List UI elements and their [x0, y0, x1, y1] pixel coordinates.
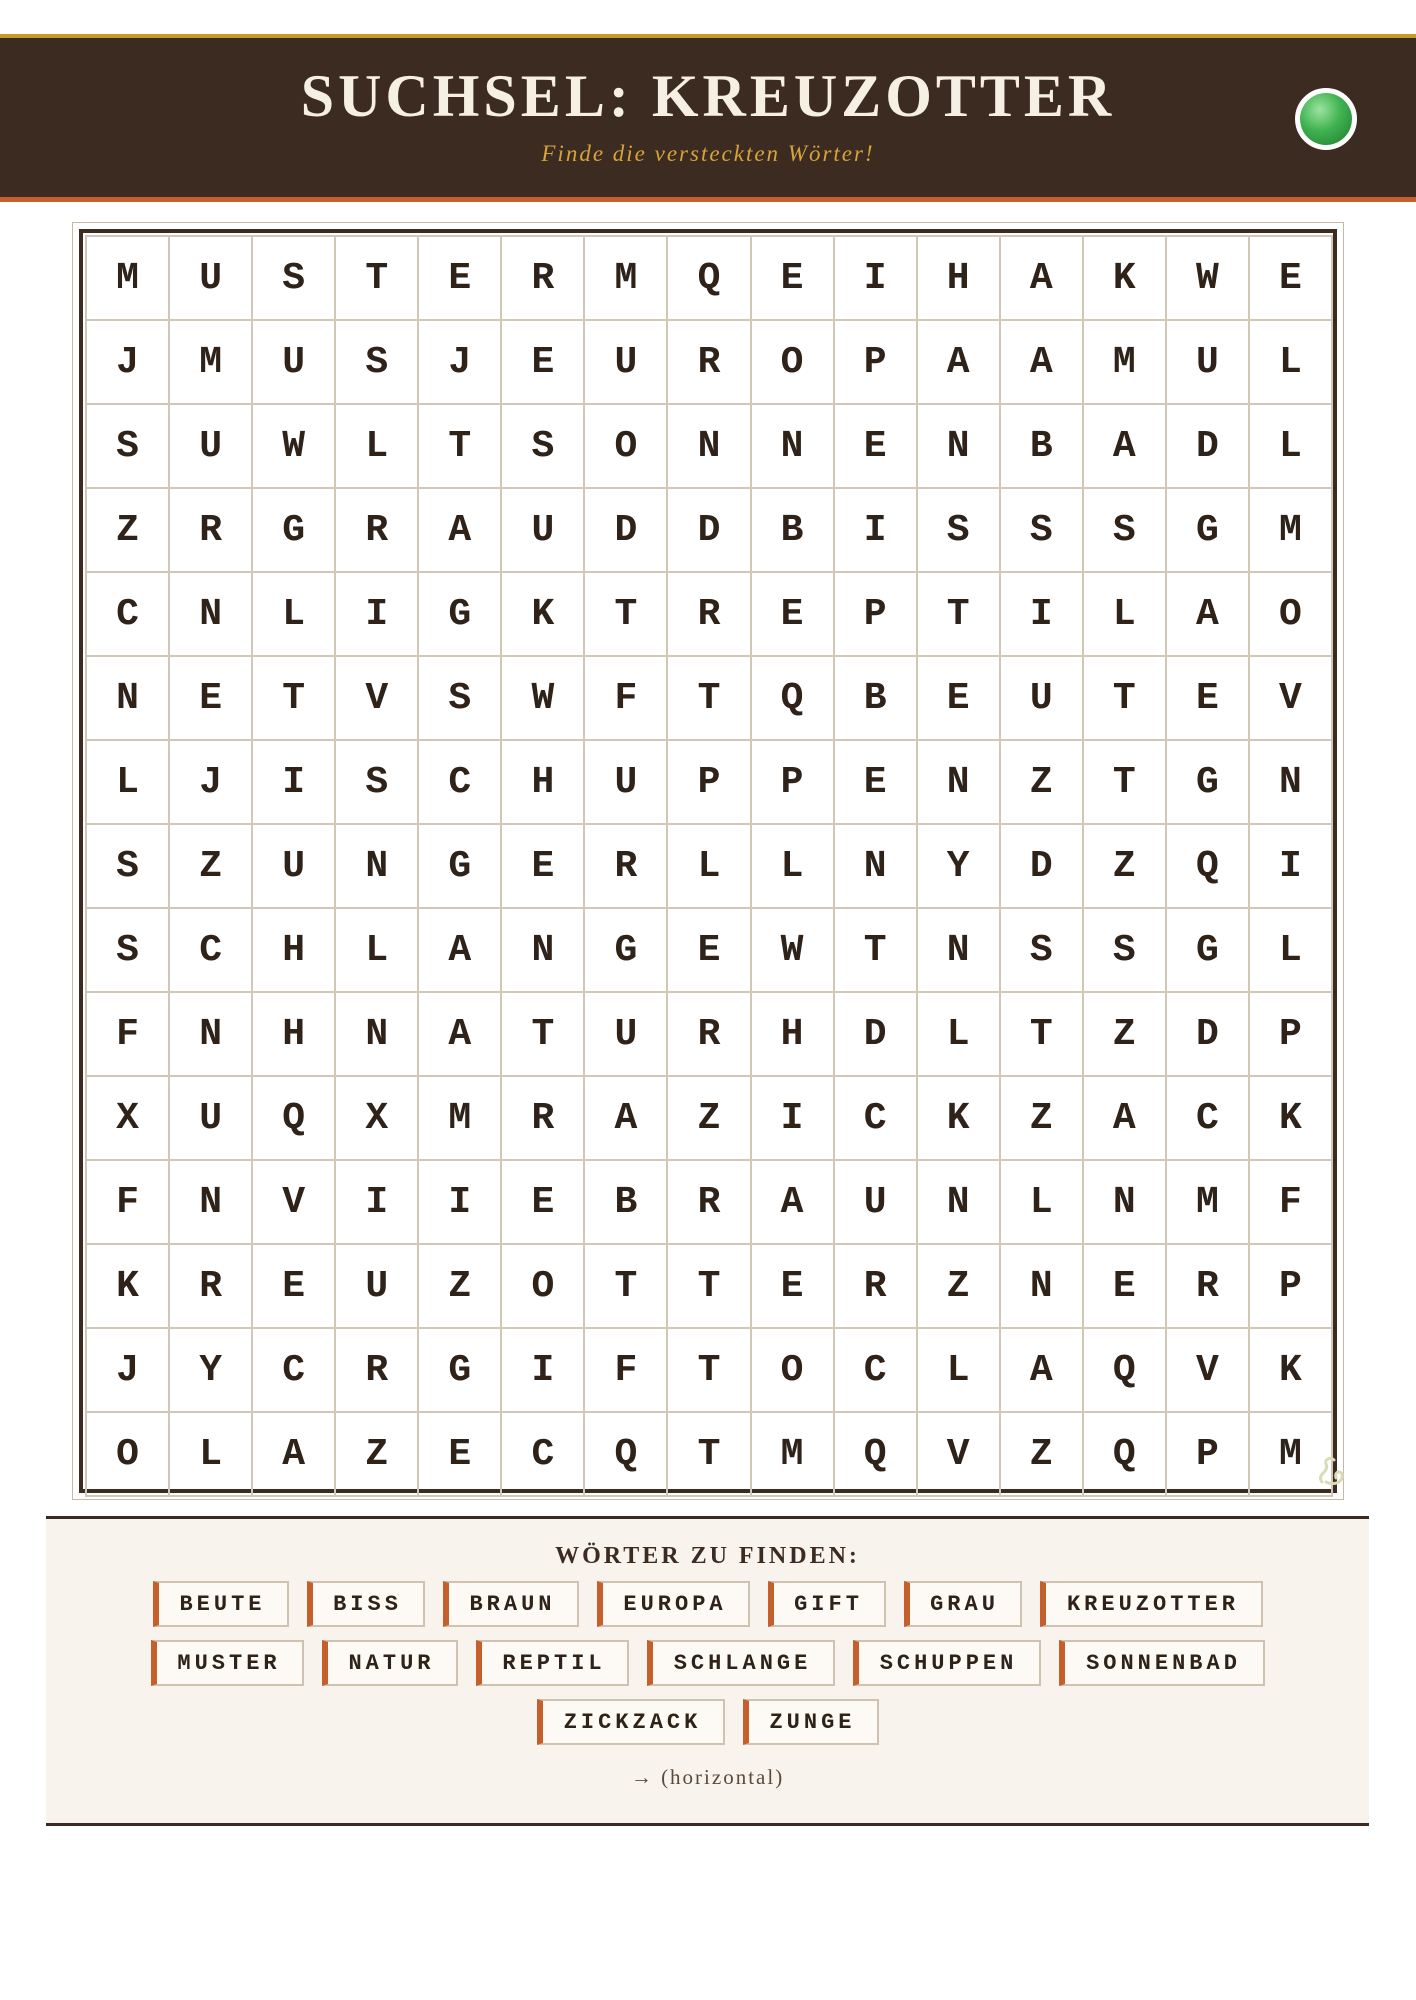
grid-cell[interactable]: N — [917, 404, 1000, 488]
grid-cell[interactable]: P — [1249, 992, 1332, 1076]
grid-cell[interactable]: W — [501, 656, 584, 740]
grid-cell[interactable]: M — [1249, 488, 1332, 572]
grid-cell[interactable]: A — [252, 1412, 335, 1496]
word-chip: SONNENBAD — [1059, 1640, 1265, 1686]
grid-cell[interactable]: E — [751, 236, 834, 320]
grid-row — [86, 488, 1332, 572]
grid-cell[interactable]: L — [917, 992, 1000, 1076]
grid-cell[interactable]: K — [501, 572, 584, 656]
word-chip: GRAU — [904, 1581, 1022, 1627]
grid-cell[interactable]: U — [252, 320, 335, 404]
grid-cell[interactable]: T — [335, 236, 418, 320]
grid-cell[interactable]: W — [1166, 236, 1249, 320]
word-chip: SCHUPPEN — [853, 1640, 1041, 1686]
word-row-3 — [46, 1699, 1369, 1745]
grid-cell[interactable]: T — [584, 572, 667, 656]
grid-cell[interactable]: E — [751, 1244, 834, 1328]
grid-cell[interactable]: R — [335, 1328, 418, 1412]
grid-cell[interactable]: Q — [584, 1412, 667, 1496]
grid-cell[interactable]: L — [252, 572, 335, 656]
grid-cell[interactable]: T — [1000, 992, 1083, 1076]
grid-row — [86, 1412, 1332, 1496]
grid-cell[interactable]: E — [169, 656, 252, 740]
grid-cell[interactable]: U — [834, 1160, 917, 1244]
page-title: SUCHSEL: KREUZOTTER — [300, 63, 1116, 129]
grid-cell[interactable]: L — [86, 740, 169, 824]
grid-cell[interactable]: A — [584, 1076, 667, 1160]
grid-cell[interactable]: E — [252, 1244, 335, 1328]
grid-cell[interactable]: A — [418, 488, 501, 572]
grid-cell[interactable]: L — [667, 824, 750, 908]
grid-cell[interactable]: U — [501, 488, 584, 572]
grid-cell[interactable]: N — [86, 656, 169, 740]
grid-cell[interactable]: A — [1083, 1076, 1166, 1160]
grid-cell[interactable]: S — [1000, 488, 1083, 572]
grid-cell[interactable]: N — [1000, 1244, 1083, 1328]
grid-cell[interactable]: V — [917, 1412, 1000, 1496]
grid-cell[interactable]: G — [1166, 908, 1249, 992]
grid-cell[interactable]: U — [584, 992, 667, 1076]
grid-cell[interactable]: O — [1249, 572, 1332, 656]
grid-cell[interactable]: E — [418, 1412, 501, 1496]
grid-cell[interactable]: N — [834, 824, 917, 908]
grid-cell[interactable]: T — [667, 1412, 750, 1496]
grid-cell[interactable]: A — [1083, 404, 1166, 488]
grid-cell[interactable]: A — [751, 1160, 834, 1244]
grid-cell[interactable]: F — [86, 1160, 169, 1244]
grid-cell[interactable]: M — [751, 1412, 834, 1496]
grid-cell[interactable]: R — [667, 572, 750, 656]
grid-cell[interactable]: G — [1166, 740, 1249, 824]
word-chip: SCHLANGE — [647, 1640, 835, 1686]
grid-cell[interactable]: K — [86, 1244, 169, 1328]
grid-cell[interactable]: A — [1000, 236, 1083, 320]
grid-cell[interactable]: R — [667, 1160, 750, 1244]
word-chip: MUSTER — [151, 1640, 304, 1686]
grid-cell[interactable]: A — [418, 992, 501, 1076]
grid-cell[interactable]: K — [1249, 1328, 1332, 1412]
grid-cell[interactable]: G — [418, 572, 501, 656]
grid-row — [86, 404, 1332, 488]
grid-cell[interactable]: C — [169, 908, 252, 992]
grid-cell[interactable]: Q — [751, 656, 834, 740]
grid-row — [86, 1328, 1332, 1412]
grid-cell[interactable]: R — [169, 488, 252, 572]
grid-row — [86, 1244, 1332, 1328]
grid-cell[interactable]: S — [917, 488, 1000, 572]
grid-cell[interactable]: A — [1000, 1328, 1083, 1412]
grid-cell[interactable]: T — [1083, 656, 1166, 740]
grid-cell[interactable]: N — [169, 572, 252, 656]
grid-cell[interactable]: J — [169, 740, 252, 824]
grid-cell[interactable]: M — [1083, 320, 1166, 404]
word-chip: BISS — [307, 1581, 425, 1627]
grid-cell[interactable]: I — [335, 1160, 418, 1244]
grid-cell[interactable]: C — [252, 1328, 335, 1412]
grid-row — [86, 236, 1332, 320]
grid-cell[interactable]: J — [86, 1328, 169, 1412]
grid-row — [86, 740, 1332, 824]
grid-cell[interactable]: H — [501, 740, 584, 824]
grid-cell[interactable]: V — [1249, 656, 1332, 740]
grid-cell[interactable]: O — [751, 1328, 834, 1412]
grid-cell[interactable]: N — [917, 908, 1000, 992]
grid-cell[interactable]: R — [501, 1076, 584, 1160]
grid-cell[interactable]: Z — [169, 824, 252, 908]
grid-cell[interactable]: I — [751, 1076, 834, 1160]
grid-cell[interactable]: U — [169, 404, 252, 488]
grid-cell[interactable]: A — [1000, 320, 1083, 404]
grid-cell[interactable]: U — [1166, 320, 1249, 404]
grid-cell[interactable]: V — [252, 1160, 335, 1244]
grid-cell[interactable]: S — [335, 740, 418, 824]
grid-cell[interactable]: R — [834, 1244, 917, 1328]
grid-cell[interactable]: Q — [252, 1076, 335, 1160]
grid-row — [86, 992, 1332, 1076]
word-row-1 — [46, 1581, 1369, 1627]
word-chip: REPTIL — [476, 1640, 629, 1686]
grid-cell[interactable]: Q — [1083, 1412, 1166, 1496]
status-badge — [1292, 85, 1360, 153]
grid-cell[interactable]: B — [834, 656, 917, 740]
grid-cell[interactable]: Y — [917, 824, 1000, 908]
grid-cell[interactable]: R — [584, 824, 667, 908]
grid-cell[interactable]: P — [1166, 1412, 1249, 1496]
grid-cell[interactable]: T — [667, 656, 750, 740]
grid-cell[interactable]: G — [1166, 488, 1249, 572]
grid-cell[interactable]: D — [1166, 404, 1249, 488]
grid-cell[interactable]: M — [584, 236, 667, 320]
grid-cell[interactable]: Q — [834, 1412, 917, 1496]
grid-cell[interactable]: H — [252, 992, 335, 1076]
grid-cell[interactable]: L — [1249, 320, 1332, 404]
grid-cell[interactable]: G — [252, 488, 335, 572]
grid-cell[interactable]: S — [86, 908, 169, 992]
grid-cell[interactable]: Q — [667, 236, 750, 320]
grid-cell[interactable]: N — [917, 1160, 1000, 1244]
grid-cell[interactable]: W — [751, 908, 834, 992]
grid-cell[interactable]: P — [667, 740, 750, 824]
grid-cell[interactable]: R — [667, 320, 750, 404]
grid-cell[interactable]: P — [751, 740, 834, 824]
green-dot-icon — [1300, 93, 1352, 145]
grid-row — [86, 572, 1332, 656]
grid-row — [86, 824, 1332, 908]
grid-cell[interactable]: D — [584, 488, 667, 572]
word-list-panel — [46, 1516, 1369, 1826]
grid-row — [86, 656, 1332, 740]
grid-cell[interactable]: C — [86, 572, 169, 656]
grid-cell[interactable]: L — [335, 404, 418, 488]
grid-cell[interactable]: L — [169, 1412, 252, 1496]
grid-cell[interactable]: A — [1166, 572, 1249, 656]
grid-cell[interactable]: W — [252, 404, 335, 488]
word-row-2 — [46, 1640, 1369, 1686]
grid-cell[interactable]: E — [917, 656, 1000, 740]
word-chip: KREUZOTTER — [1040, 1581, 1263, 1627]
grid-cell[interactable]: J — [418, 320, 501, 404]
puzzle-grid-border — [79, 229, 1337, 1493]
grid-cell[interactable]: N — [335, 824, 418, 908]
grid-cell[interactable]: S — [252, 236, 335, 320]
word-chip: NATUR — [322, 1640, 458, 1686]
grid-cell[interactable]: S — [501, 404, 584, 488]
grid-cell[interactable]: N — [169, 1160, 252, 1244]
grid-cell[interactable]: T — [667, 1244, 750, 1328]
grid-cell[interactable]: U — [1000, 656, 1083, 740]
grid-cell[interactable]: F — [584, 1328, 667, 1412]
grid-cell[interactable]: A — [917, 320, 1000, 404]
grid-cell[interactable]: E — [834, 404, 917, 488]
grid-cell[interactable]: M — [418, 1076, 501, 1160]
grid-cell[interactable]: G — [418, 824, 501, 908]
grid-cell[interactable]: E — [1166, 656, 1249, 740]
word-list-title: WÖRTER ZU FINDEN: — [555, 1543, 860, 1569]
grid-cell[interactable]: I — [252, 740, 335, 824]
grid-cell[interactable]: Q — [1083, 1328, 1166, 1412]
grid-cell[interactable]: H — [252, 908, 335, 992]
grid-cell[interactable]: H — [917, 236, 1000, 320]
grid-cell[interactable]: O — [751, 320, 834, 404]
grid-cell[interactable]: U — [584, 740, 667, 824]
grid-cell[interactable]: M — [1166, 1160, 1249, 1244]
grid-cell[interactable]: S — [1083, 488, 1166, 572]
grid-cell[interactable]: L — [917, 1328, 1000, 1412]
grid-cell[interactable]: V — [335, 656, 418, 740]
grid-cell[interactable]: T — [584, 1244, 667, 1328]
grid-cell[interactable]: I — [1000, 572, 1083, 656]
grid-cell[interactable]: D — [1000, 824, 1083, 908]
grid-cell[interactable]: E — [1083, 1244, 1166, 1328]
grid-cell[interactable]: U — [335, 1244, 418, 1328]
grid-cell[interactable]: P — [834, 320, 917, 404]
grid-cell[interactable]: C — [1166, 1076, 1249, 1160]
grid-cell[interactable]: M — [1249, 1412, 1332, 1496]
grid-cell[interactable]: D — [667, 488, 750, 572]
grid-cell[interactable]: T — [667, 1328, 750, 1412]
grid-row — [86, 1076, 1332, 1160]
grid-cell[interactable]: N — [169, 992, 252, 1076]
grid-cell[interactable]: Z — [1083, 824, 1166, 908]
grid-cell[interactable]: R — [335, 488, 418, 572]
grid-cell[interactable]: C — [501, 1412, 584, 1496]
grid-row — [86, 1160, 1332, 1244]
grid-row — [86, 908, 1332, 992]
grid-cell[interactable]: V — [1166, 1328, 1249, 1412]
grid-cell[interactable]: K — [1249, 1076, 1332, 1160]
grid-cell[interactable]: D — [834, 992, 917, 1076]
grid-cell[interactable]: D — [1166, 992, 1249, 1076]
grid-cell[interactable]: U — [584, 320, 667, 404]
grid-cell[interactable]: G — [418, 1328, 501, 1412]
snake-icon — [1312, 1452, 1352, 1492]
grid-cell[interactable]: C — [834, 1328, 917, 1412]
grid-cell[interactable]: E — [501, 1160, 584, 1244]
grid-cell[interactable]: S — [335, 320, 418, 404]
grid-cell[interactable]: T — [252, 656, 335, 740]
grid-cell[interactable]: U — [252, 824, 335, 908]
grid-cell[interactable]: S — [1083, 908, 1166, 992]
grid-cell[interactable]: E — [667, 908, 750, 992]
grid-cell[interactable]: H — [751, 992, 834, 1076]
grid-cell[interactable]: L — [1249, 404, 1332, 488]
grid-cell[interactable]: O — [501, 1244, 584, 1328]
grid-cell[interactable]: Z — [418, 1244, 501, 1328]
grid-cell[interactable]: E — [1249, 236, 1332, 320]
grid-cell[interactable]: X — [86, 1076, 169, 1160]
grid-cell[interactable]: Z — [86, 488, 169, 572]
grid-cell[interactable]: T — [501, 992, 584, 1076]
word-chip: BRAUN — [443, 1581, 579, 1627]
grid-cell[interactable]: J — [86, 320, 169, 404]
grid-cell[interactable]: E — [501, 824, 584, 908]
grid-cell[interactable]: S — [418, 656, 501, 740]
grid-cell[interactable]: N — [751, 404, 834, 488]
grid-cell[interactable]: S — [86, 404, 169, 488]
grid-cell[interactable]: Z — [1000, 1412, 1083, 1496]
grid-cell[interactable]: I — [418, 1160, 501, 1244]
grid-cell[interactable]: P — [1249, 1244, 1332, 1328]
grid-cell[interactable]: I — [335, 572, 418, 656]
grid-cell[interactable]: S — [1000, 908, 1083, 992]
grid-cell[interactable]: T — [418, 404, 501, 488]
grid-cell[interactable]: T — [1083, 740, 1166, 824]
grid-cell[interactable]: U — [169, 236, 252, 320]
grid-cell[interactable]: Z — [1000, 1076, 1083, 1160]
grid-cell[interactable]: S — [86, 824, 169, 908]
grid-cell[interactable]: M — [169, 320, 252, 404]
grid-cell[interactable]: E — [418, 236, 501, 320]
grid-cell[interactable]: E — [751, 572, 834, 656]
grid-cell[interactable]: F — [86, 992, 169, 1076]
grid-cell[interactable]: O — [584, 404, 667, 488]
grid-cell[interactable]: K — [1083, 236, 1166, 320]
grid-cell[interactable]: N — [1249, 740, 1332, 824]
grid-cell[interactable]: T — [917, 572, 1000, 656]
grid-cell[interactable]: E — [501, 320, 584, 404]
header-banner — [0, 34, 1416, 202]
word-chip: EUROPA — [597, 1581, 750, 1627]
word-chip: ZUNGE — [743, 1699, 879, 1745]
grid-cell[interactable]: I — [834, 236, 917, 320]
grid-cell[interactable]: F — [584, 656, 667, 740]
grid-cell[interactable]: Z — [917, 1244, 1000, 1328]
grid-cell[interactable]: N — [1083, 1160, 1166, 1244]
grid-cell[interactable]: C — [418, 740, 501, 824]
grid-cell[interactable]: R — [169, 1244, 252, 1328]
grid-cell[interactable]: L — [335, 908, 418, 992]
grid-cell[interactable]: I — [1249, 824, 1332, 908]
grid-cell[interactable]: B — [584, 1160, 667, 1244]
grid-cell[interactable]: R — [1166, 1244, 1249, 1328]
grid-cell[interactable]: U — [169, 1076, 252, 1160]
grid-cell[interactable]: K — [917, 1076, 1000, 1160]
grid-cell[interactable]: Z — [1000, 740, 1083, 824]
grid-cell[interactable]: Z — [335, 1412, 418, 1496]
grid-cell[interactable]: F — [1249, 1160, 1332, 1244]
grid-cell[interactable]: O — [86, 1412, 169, 1496]
grid-cell[interactable]: B — [1000, 404, 1083, 488]
grid-cell[interactable]: Z — [1083, 992, 1166, 1076]
grid-cell[interactable]: P — [834, 572, 917, 656]
grid-cell[interactable]: G — [584, 908, 667, 992]
grid-cell[interactable]: X — [335, 1076, 418, 1160]
puzzle-grid-frame — [72, 222, 1344, 1500]
grid-cell[interactable]: T — [834, 908, 917, 992]
letter-grid — [85, 235, 1333, 1497]
grid-cell[interactable]: Y — [169, 1328, 252, 1412]
grid-cell[interactable]: M — [86, 236, 169, 320]
grid-cell[interactable]: L — [751, 824, 834, 908]
grid-cell[interactable]: E — [834, 740, 917, 824]
grid-cell[interactable]: N — [667, 404, 750, 488]
grid-cell[interactable]: N — [335, 992, 418, 1076]
grid-row — [86, 320, 1332, 404]
grid-cell[interactable]: I — [834, 488, 917, 572]
grid-cell[interactable]: R — [667, 992, 750, 1076]
page-subtitle: Finde die versteckten Wörter! — [541, 141, 875, 166]
grid-cell[interactable]: A — [418, 908, 501, 992]
grid-cell[interactable]: N — [917, 740, 1000, 824]
grid-cell[interactable]: N — [501, 908, 584, 992]
grid-cell[interactable]: L — [1083, 572, 1166, 656]
grid-cell[interactable]: L — [1000, 1160, 1083, 1244]
grid-cell[interactable]: I — [501, 1328, 584, 1412]
grid-cell[interactable]: Q — [1166, 824, 1249, 908]
word-chip: BEUTE — [153, 1581, 289, 1627]
grid-cell[interactable]: L — [1249, 908, 1332, 992]
grid-cell[interactable]: C — [834, 1076, 917, 1160]
grid-cell[interactable]: R — [501, 236, 584, 320]
word-chip: ZICKZACK — [537, 1699, 725, 1745]
direction-hint: → (horizontal) — [630, 1765, 785, 1789]
grid-cell[interactable]: B — [751, 488, 834, 572]
word-chip: GIFT — [768, 1581, 886, 1627]
grid-cell[interactable]: Z — [667, 1076, 750, 1160]
